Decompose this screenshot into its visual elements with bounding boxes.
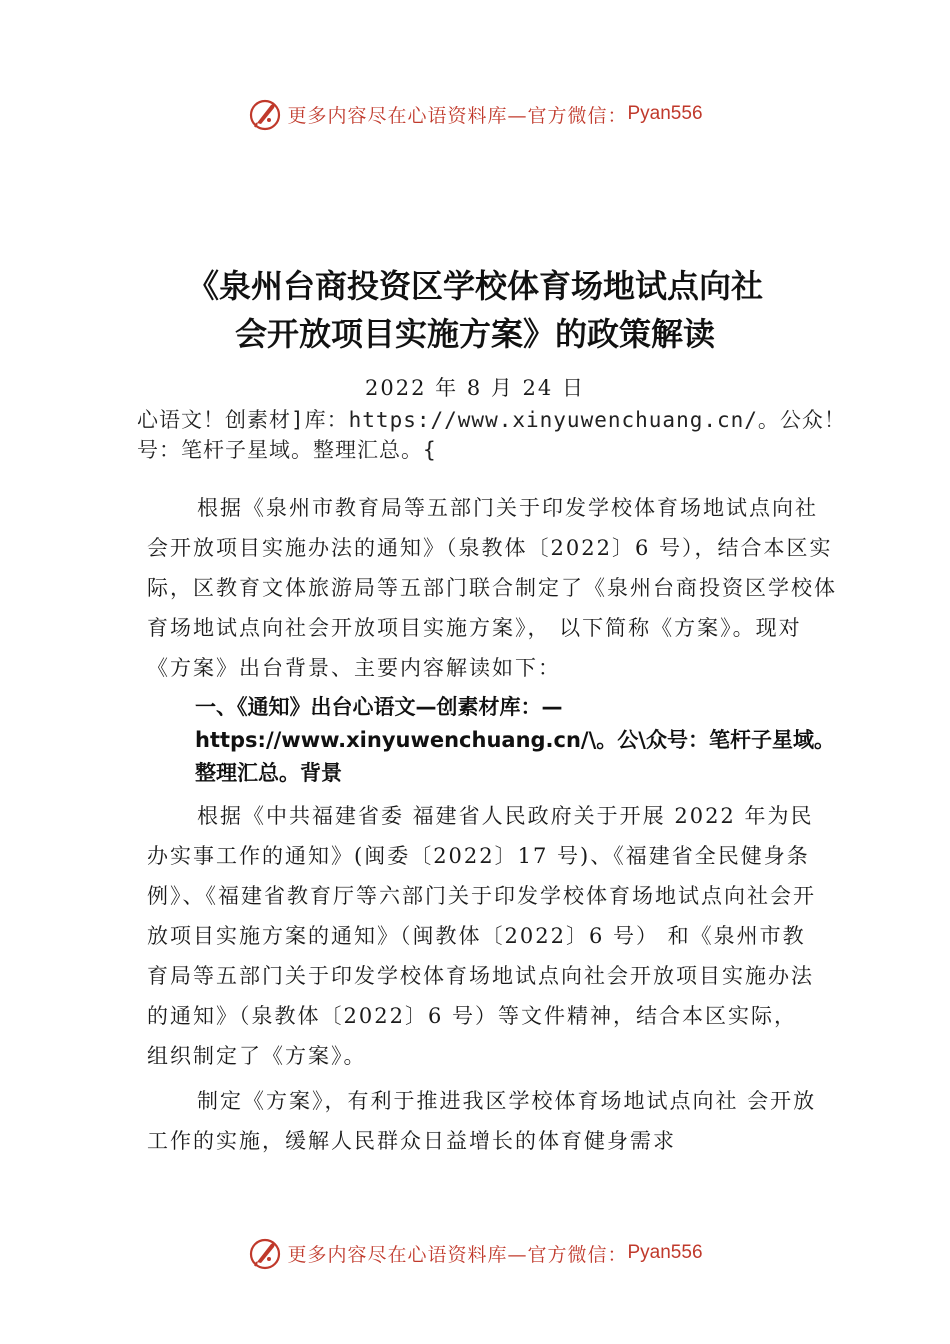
watermark-wechat-id: Pyan556 (627, 103, 703, 124)
document-title (0, 262, 950, 358)
watermark-wechat-id: Pyan556 (627, 1242, 703, 1263)
watermark-text: 更多内容尽在心语资料库—官方微信： (287, 104, 628, 127)
watermark-text: 更多内容尽在心语资料库—官方微信： (287, 1243, 628, 1266)
document-date: 2022 年 8 月 24 日 (365, 376, 585, 400)
watermark-footer (0, 1233, 950, 1273)
quill-pen-logo-icon (247, 1235, 283, 1271)
watermark-header (0, 94, 950, 134)
section-heading-background: 一、《通知》出台心语文—创素材库：—https://www.xinyuwenchuang.cn/\。公\众号：笔杆子星域。整理汇总。背景 (195, 695, 835, 785)
paragraph-purpose: 制定《方案》，有利于推进我区学校体育场地试点向社 会开放工作的实施，缓解人民群众日益增长的体育健身需求 (147, 1089, 817, 1153)
source-line: 心语文！创素材]库：https://www.xinyuwenchuang.cn/。公众！号：笔杆子星域。整理汇总。{ (137, 408, 846, 462)
paragraph-background: 根据《中共福建省委 福建省人民政府关于开展 2022 年为民办实事工作的通知》(闽委〔2022〕17 号)、《福建省全民健身条例》、《福建省教育厅等六部门关于印发学校体育场地试点向社会开放项目实施方案的通知》（闽教体〔2022〕6 号） 和《泉州市教育局等五部门关于印发学校体育场地试点向社会开放项目实施办法的通知》（泉教体〔2022〕6 号）等文件精神，结合本区实际，组织制定了《方案》。 (147, 804, 816, 1068)
paragraph-intro: 根据《泉州市教育局等五部门关于印发学校体育场地试点向社会开放项目实施办法的通知》（泉教体〔2022〕6 号），结合本区实际，区教育文体旅游局等五部门联合制定了《泉州台商投资区学校体育场地试点向社会开放项目实施方案》， 以下简称《方案》。现对《方案》出台背景、主要内容解读如下： (147, 496, 837, 680)
quill-pen-logo-icon (247, 96, 283, 132)
title-line-2: 会开放项目实施方案》的政策解读 (234, 315, 715, 353)
title-line-1: 《泉州台商投资区学校体育场地试点向社 (186, 267, 763, 305)
